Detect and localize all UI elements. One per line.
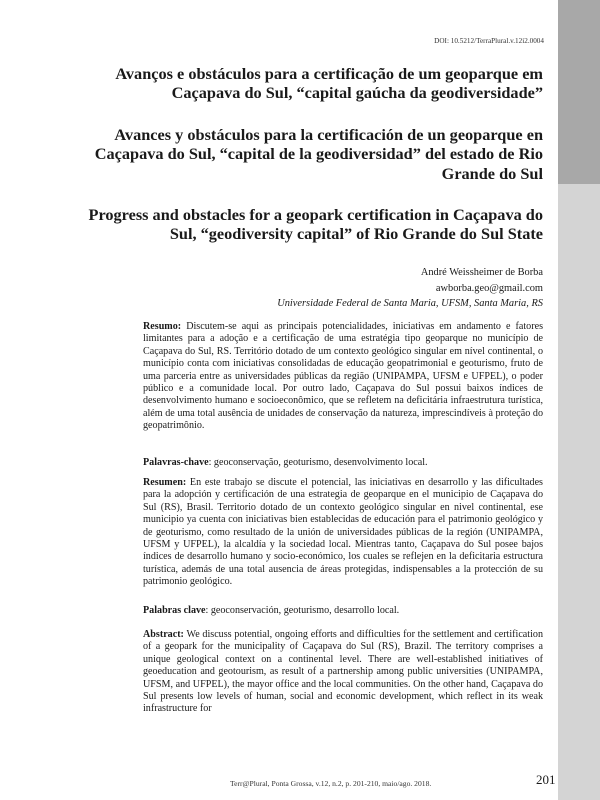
page-number: 201 — [536, 772, 556, 787]
side-bar-lower-decoration — [558, 184, 600, 800]
author-email: awborba.geo@gmail.com — [435, 282, 543, 294]
palavras-chave-text: : geoconservação, geoturismo, desenvolvimento local. — [208, 457, 428, 468]
author-name: André Weissheimer de Borba — [420, 267, 543, 278]
side-bar-decoration — [558, 0, 600, 184]
resumo-label: Resumo: — [143, 321, 182, 332]
author-affiliation: Universidade Federal de Santa Maria, UFSM, Santa Maria, RS — [277, 298, 543, 309]
abstract-label: Abstract: — [143, 629, 184, 640]
title-spanish: Avances y obstáculos para la certificación de un geoparque en Caçapava do Sul, “capital de la geodiversidad” del estado de Rio Grande do Sul — [94, 125, 543, 183]
abstract-paragraph — [143, 629, 543, 716]
doi-text: DOI: 10.5212/TerraPlural.v.12i2.0004 — [434, 37, 544, 45]
palavras-chave-label: Palavras-chave — [143, 457, 209, 468]
palavras-chave-paragraph — [143, 457, 543, 469]
title-portuguese: Avanços e obstáculos para a certificação de um geoparque em Caçapava do Sul, “capital gaúcha da geodiversidade” — [115, 64, 543, 103]
palabras-clave-label: Palabras clave — [143, 605, 206, 616]
resumen-paragraph — [143, 477, 543, 589]
abstract-text: We discuss potential, ongoing efforts and difficulties for the settlement and certification of a geopark for the municipality of Caçapava do Sul (RS), Brazil. The territory comprises a unique geological context on a continental level. There are well-established initiatives of geoeducation and geotourism, as result of a partnership among public universities (UNIPAMPA, UFSM, and UFPEL), the mayor office and the local communities. On the other hand, Caçapava do Sul presents low levels of human, social and economic development, which reflect in its weak infrastructure for — [143, 629, 543, 715]
author-block — [200, 265, 543, 312]
resumen-label: Resumen: — [143, 477, 187, 488]
footer-citation: Terr@Plural, Ponta Grossa, v.12, n.2, p. 201-210, maio/ago. 2018. — [230, 779, 432, 788]
resumo-paragraph — [143, 321, 543, 433]
resumen-text: En este trabajo se discute el potencial, las iniciativas en desarrollo y las dificultades para la adopción y certificación de una estrategia de geoparque en el municipio de Caçapava do Sul (RS), Brasil. Territorio dotado de un contexto geológico singular en nivel continental, ese municipio ya cuenta con iniciativas bien establecidas de educación para el patrimonio geológico y de geoturismo, como resultado de la unión de universidades públicas de la región (UNIPAMPA, UFSM y UFPEL), la alcaldía y la sociedad local. Mientras tanto, Caçapava do Sul posee bajos índices de desarrollo humano y socio-económico, los cuales se reflejen en la deficitaria estructura turística, además de una total ausencia de áreas protegidas, indispensables a la protección de su patrimonio geológico. — [143, 477, 543, 588]
resumo-text: Discutem-se aqui as principais potencialidades, iniciativas em andamento e fatores limitantes para a adoção e a certificação de uma estratégia tipo geoparque no município de Caçapava do Sul, RS. Território dotado de um contexto geológico singular em nível continental, o município conta com iniciativas consolidadas de educação geopatrimonial e geoturismo, fruto de uma parceria entre as universidades públicas da região (UNIPAMPA, UFSM e UFPEL), o poder público e a comunidade local. Por outro lado, Caçapava do Sul possui baixos índices de desenvolvimento humano e socioeconômico, que se refletem na deficitária infraestrutura turística, além de uma total ausência de unidades de conservação da natureza, imprescindíveis à proteção do geopatrimônio. — [143, 321, 543, 432]
palabras-clave-text: : geoconservación, geoturismo, desarrollo local. — [205, 605, 400, 616]
palabras-clave-paragraph — [143, 605, 543, 617]
title-english: Progress and obstacles for a geopark certification in Caçapava do Sul, “geodiversity capital” of Rio Grande do Sul State — [88, 205, 543, 244]
